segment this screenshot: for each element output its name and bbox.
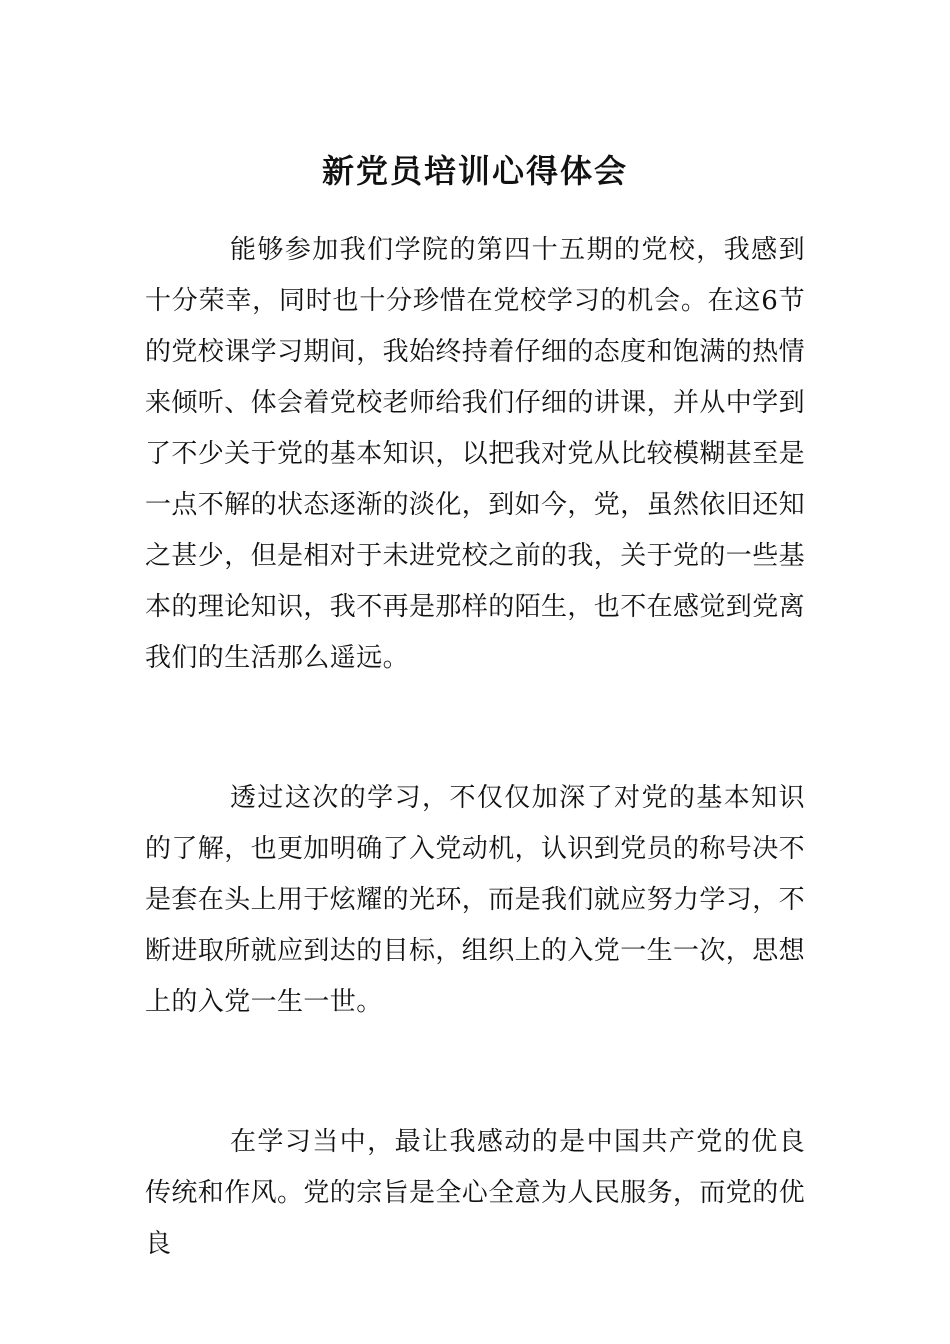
document-title: 新党员培训心得体会	[321, 152, 628, 191]
paragraph-2: 透过这次的学习，不仅仅加深了对党的基本知识的了解，也更加明确了入党动机，认识到党员的称号决不是套在头上用于炫耀的光环，而是我们就应努力学习，不断进取所就应到达的目标，组织上的入党一生一次，思想上的入党一生一世。	[145, 783, 806, 1017]
paragraph-1: 能够参加我们学院的第四十五期的党校，我感到十分荣幸，同时也十分珍惜在党校学习的机会。在这6节的党校课学习期间，我始终持着仔细的态度和饱满的热情来倾听、体会着党校老师给我们仔细的讲课，并从中学到了不少关于党的基本知识，以把我对党从比较模糊甚至是一点不解的状态逐渐的淡化，到如今，党，虽然依旧还知之甚少，但是相对于未进党校之前的我，关于党的一些基本的理论知识，我不再是那样的陌生，也不在感觉到党离我们的生活那么遥远。	[145, 235, 806, 673]
paragraph-3: 在学习当中，最让我感动的是中国共产党的优良传统和作风。党的宗旨是全心全意为人民服务，而党的优良	[145, 1127, 806, 1259]
